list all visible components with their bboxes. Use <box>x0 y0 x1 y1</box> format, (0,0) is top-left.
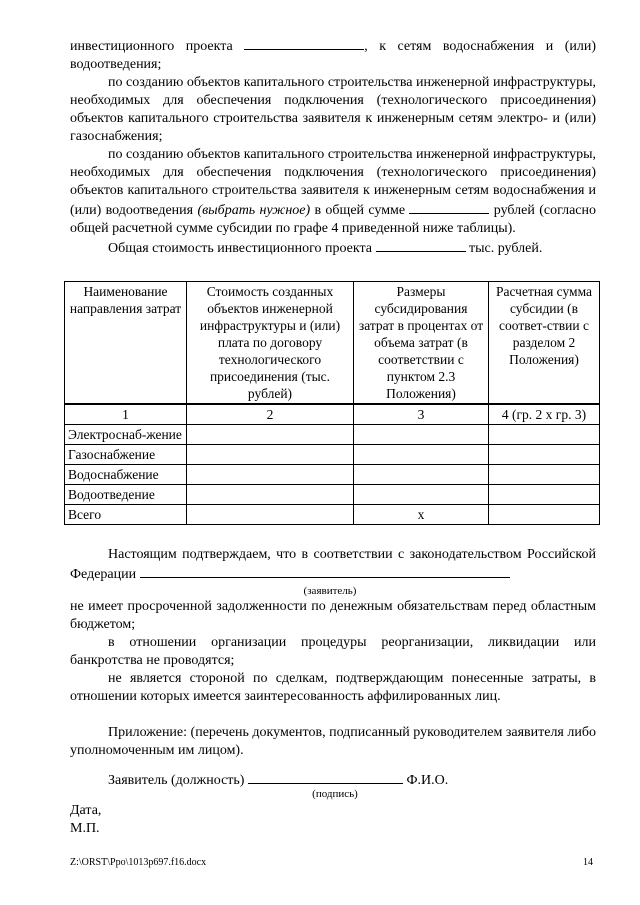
project-blank <box>244 36 364 50</box>
header-cell: Расчетная сумма субсидии (в соответ-ствии с разделом 2 Положения) <box>489 282 600 405</box>
item-1: не имеет просроченной задолженности по денежным обязательствам перед областным бюджетом; <box>70 599 596 632</box>
footer-path: Z:\ORST\Ppo\1013p697.f16.docx <box>70 857 207 868</box>
total-cost-line: Общая стоимость инвестиционного проекта тыс. рублей. <box>70 238 596 258</box>
para-1: инвестиционного проекта , к сетям водоснабжения и (или) водоотведения; <box>70 36 596 74</box>
signature-blank <box>248 770 403 784</box>
header-cell: Стоимость созданных объектов инженерной инфраструктуры и (или) плата по договору технологического присоединения (тыс. рублей) <box>187 282 354 405</box>
confirm-block: Настоящим подтверждаем, что в соответствии с законодательством Российской Федерации (заявитель) не имеет просроченной задолженности по денежным обязательствам перед областным бюджетом; в отношении организации процедуры реорганизации, ликвидации или банкротства не проводятся; не является стороной по сделкам, подтверждающим понесенные затраты, в отношении которых имеется заинтересованность аффилированных лиц. Приложение: (перечень документов, подписанный руководителем заявителя либо уполномоченным им лицом). <box>70 547 596 758</box>
row-label: Всего <box>65 505 187 525</box>
column-number: 3 <box>354 404 489 425</box>
table-row <box>65 485 600 505</box>
table-row: Всего х <box>65 505 600 525</box>
row-label: Газоснабжение <box>65 445 187 465</box>
applicant-blank <box>140 564 510 578</box>
table-row <box>65 425 600 445</box>
row-label: Электроснаб-жение <box>65 425 187 445</box>
applicant-caption: (заявитель) <box>303 585 357 597</box>
column-number: 4 (гр. 2 х гр. 3) <box>489 404 600 425</box>
row-label: Водоснабжение <box>65 465 187 485</box>
item-3: не является стороной по сделкам, подтверждающим понесенные затраты, в отношении которых имеется заинтересованность аффилированных лиц. <box>70 671 596 704</box>
row-label: Водоотведение <box>65 485 187 505</box>
total-cost-blank <box>376 238 466 252</box>
signature-caption: (подпись) <box>312 788 358 800</box>
para-2: по созданию объектов капитального строительства инженерной инфраструктуры, необходимых для обеспечения подключения (технологического присоединения) объектов капитального строительства заявителя к инженерным сетям электро- и (или) газоснабжения; <box>70 75 596 144</box>
date-stamp <box>70 802 101 838</box>
column-number: 1 <box>65 404 187 425</box>
sum-blank <box>409 200 489 214</box>
table-row <box>65 465 600 485</box>
date-label: Дата, <box>70 803 102 818</box>
signature-line: Заявитель (должность) Ф.И.О. <box>108 770 448 790</box>
header-cell: Наименование направления затрат <box>65 282 187 405</box>
header-cell: Размеры субсидирования затрат в процентах от объема затрат (в соответствии с пунктом 2.3 Положения) <box>354 282 489 405</box>
para-3: по созданию объектов капитального строительства инженерной инфраструктуры, необходимых для обеспечения подключения (технологического присоединения) объектов капитального строительства заявителя к инженерным сетям водоснабжения и (или) водоотведения (выбрать нужное) в общей сумме рублей (согласно общей расчетной сумме субсидии по графе 4 приведенной ниже таблицы). <box>70 147 597 236</box>
appendix: Приложение: (перечень документов, подписанный руководителем заявителя либо уполномоченным им лицом). <box>70 725 596 758</box>
page-number: 14 <box>583 857 593 868</box>
document-body <box>70 36 596 258</box>
subsidy-table <box>64 281 600 525</box>
table-row <box>65 445 600 465</box>
item-2: в отношении организации процедуры реорганизации, ликвидации или банкротства не проводятся; <box>70 635 596 668</box>
stamp-label: М.П. <box>70 821 100 836</box>
column-number: 2 <box>187 404 354 425</box>
